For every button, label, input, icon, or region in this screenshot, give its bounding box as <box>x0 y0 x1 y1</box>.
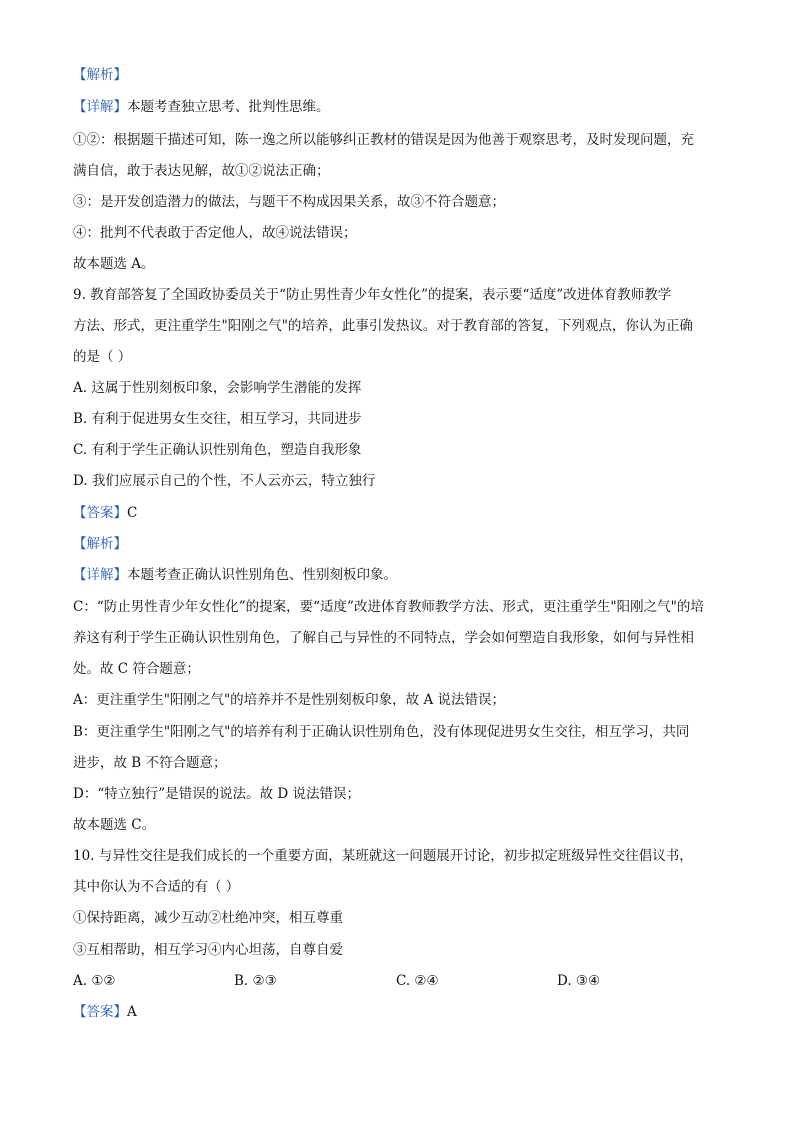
detail-line <box>73 98 330 116</box>
analysis-paragraph-line: D：“特立独行”是错误的说法。故 D 说法错误； <box>73 786 361 802</box>
answer-value: C <box>127 505 138 521</box>
question-10-stem: 其中你认为不合适的有（ ） <box>73 879 240 895</box>
analysis-paragraph-line: 养这有利于学生正确认识性别角色，了解自己与异性的不同特点，学会如何塑造自我形象，如何与异性相 <box>73 630 694 646</box>
analysis-paragraph-line: C：“防止男性青少年女性化”的提案，要“适度”改进体育教师教学方法、形式，更注重学生"阳刚之气"的培 <box>73 599 704 615</box>
analysis-paragraph-line: B：更注重学生"阳刚之气"的培养有利于正确认识性别角色，没有体现促进男女生交往，相互学习，共同 <box>73 724 690 740</box>
analysis-paragraph-line: 处。故 C 符合题意； <box>73 661 200 677</box>
analysis-conclusion: 故本题选 C。 <box>73 817 156 833</box>
question-9-stem: 9. 教育部答复了全国政协委员关于“防止男性青少年女性化”的提案，表示要“适度”改进体育教师教学 <box>73 287 672 303</box>
question-9-stem: 方法、形式，更注重学生"阳刚之气"的培养，此事引发热议。对于教育部的答复，下列观点，你认为正确 <box>73 318 693 334</box>
question-10-option-d: D. ③④ <box>557 973 601 989</box>
detail-text: 本题考查正确认识性别角色、性别刻板印象。 <box>127 567 397 583</box>
answer-tag: 【答案】 <box>73 505 127 521</box>
detail-tag: 【详解】 <box>73 567 127 583</box>
analysis-paragraph-line: ③：是开发创造潜力的做法，与题干不构成因果关系，故③不符合题意； <box>73 194 505 210</box>
analysis-paragraph-line: A：更注重学生"阳刚之气"的培养并不是性别刻板印象，故 A 说法错误； <box>73 692 505 708</box>
analysis-conclusion: 故本题选 A。 <box>73 256 155 272</box>
answer-value: A <box>127 1004 137 1020</box>
analysis-header: 【解析】 <box>73 536 127 552</box>
question-10-option-a: A. ①② <box>73 973 116 989</box>
question-10-option-b: B. ②③ <box>234 973 277 989</box>
question-10-items: ③互相帮助，相互学习④内心坦荡，自尊自爱 <box>73 942 343 958</box>
question-9-option-a: A. 这属于性别刻板印象，会影响学生潜能的发挥 <box>73 380 362 396</box>
question-9-option-b: B. 有利于促进男女生交往，相互学习，共同进步 <box>73 411 362 427</box>
question-10-stem: 10. 与异性交往是我们成长的一个重要方面，某班就这一问题展开讨论，初步拟定班级异性交往倡议书， <box>73 848 693 864</box>
question-9-stem: 的是（ ） <box>73 349 132 365</box>
analysis-header: 【解析】 <box>73 67 127 83</box>
question-9-answer <box>73 504 137 522</box>
question-10-option-c: C. ②④ <box>396 973 439 989</box>
analysis-paragraph-line: 进步，故 B 不符合题意； <box>73 755 227 771</box>
analysis-paragraph-line: 满自信，敢于表达见解，故①②说法正确； <box>73 163 330 179</box>
answer-tag: 【答案】 <box>73 1004 127 1020</box>
question-10-answer <box>73 1003 137 1021</box>
detail-line <box>73 566 397 584</box>
question-9-option-d: D. 我们应展示自己的个性，不人云亦云，特立独行 <box>73 473 376 489</box>
analysis-paragraph-line: ④：批判不代表敢于否定他人，故④说法错误； <box>73 225 357 241</box>
analysis-paragraph-line: ①②：根据题干描述可知，陈一逸之所以能够纠正教材的错误是因为他善于观察思考，及时发现问题，充 <box>73 132 694 148</box>
question-10-items: ①保持距离，减少互动②杜绝冲突，相互尊重 <box>73 910 343 926</box>
detail-text: 本题考查独立思考、批判性思维。 <box>127 99 330 115</box>
question-9-option-c: C. 有利于学生正确认识性别角色，塑造自我形象 <box>73 442 362 458</box>
detail-tag: 【详解】 <box>73 99 127 115</box>
